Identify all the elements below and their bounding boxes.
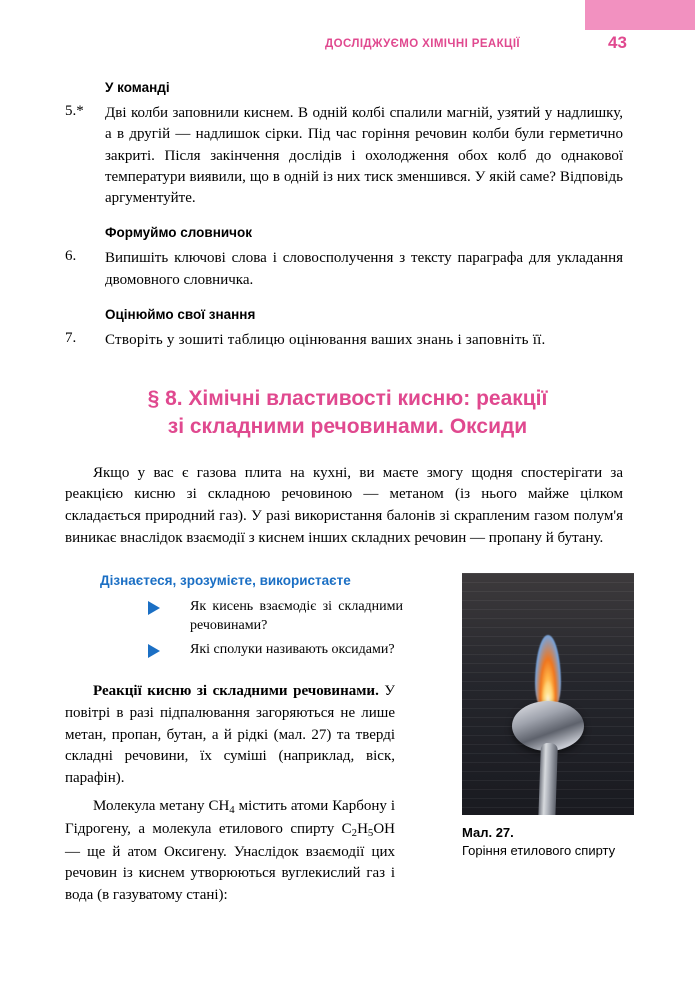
- exercise-text: Дві колби заповнили киснем. В одній колбі спалили магній, узятий у надлишку, а в другій — надлишок сірки. Під час горіння речовин колби були герметично закриті. Після закінчення дослідів і охолодження обох колб до однакової температури виявили, що в одній із них тиск зменшився. У якій саме? Відповідь аргументуйте.: [105, 105, 623, 207]
- learn-box-heading: Дізнаєтеся, зрозумієте, використаєте: [100, 573, 351, 589]
- figure-caption: [462, 824, 634, 858]
- page-number: 43: [608, 33, 627, 52]
- paragraph-title-line2: зі складними речовинами. Оксиди: [167, 415, 528, 439]
- section-heading-selfassess: Оцінюймо свої знання: [105, 307, 256, 323]
- exercise-text: Створіть у зошиті таблицю оцінювання ваших знань і заповніть її.: [105, 332, 546, 349]
- triangle-bullet-icon: [148, 601, 160, 615]
- page-header: [0, 33, 695, 65]
- exercise-number: 6.: [65, 248, 77, 265]
- body-text-column: [65, 681, 395, 906]
- paragraph-title-line1: § 8. Хімічні властивості кисню: реакції: [147, 387, 548, 411]
- section-heading-glossary: Формуймо словничок: [105, 225, 253, 241]
- figure-image: [462, 573, 634, 815]
- section-heading-team: У команді: [105, 80, 170, 95]
- formula-text-3: H: [357, 820, 368, 837]
- formula-sub-2: 2: [351, 826, 358, 839]
- page-content: [0, 80, 695, 913]
- lower-section: [0, 681, 695, 906]
- exercise-text: Випишіть ключові слова і словосполучення з тексту параграфа для укладання двомовного словничка.: [105, 250, 623, 288]
- formula-text-1: Молекула метану CH: [93, 798, 230, 815]
- list-item-label: Як кисень взаємодіє зі складними речовинами?: [190, 599, 403, 633]
- formula-text-2: містить атоми Карбону і Гідрогену, а молекула етилового спирту C: [65, 798, 395, 837]
- list-item: [148, 641, 403, 660]
- body-paragraph-2: [65, 796, 395, 906]
- figure-caption-text: Горіння етилового спирту: [462, 842, 616, 858]
- formula-text-4: OH — ще й атом Оксигену. Унаслідок взаємодії цих речовин із киснем утворюються вуглекислий газ і вода (в газуватому стані):: [65, 820, 395, 903]
- exercise-number: 7.: [65, 330, 77, 347]
- exercise-number: 5.*: [65, 103, 84, 119]
- exercise-item: [0, 248, 695, 291]
- page-corner-tab: [585, 0, 695, 30]
- body-paragraph-1: [65, 681, 395, 789]
- running-title: ДОСЛІДЖУЄМО ХІМІЧНІ РЕАКЦІЇ: [325, 38, 520, 50]
- exercise-item: [0, 103, 695, 209]
- exercise-item: [0, 330, 695, 351]
- body-paragraph-1-rest: У повітрі в разі підпалювання загоряються не лише метан, пропан, бутан, а й рідкі (мал. 27) та тверді складні речовини, їх суміші (наприклад, віск, парафін).: [65, 683, 395, 786]
- triangle-bullet-icon: [148, 644, 160, 658]
- formula-sub-1: 4: [229, 804, 235, 817]
- list-item-label: Які сполуки називають оксидами?: [190, 641, 395, 657]
- figure-27: [462, 573, 634, 858]
- paragraph-intro: Якщо у вас є газова плита на кухні, ви маєте змогу щодня спостерігати за реакцією кисню зі складною речовиною — метаном (із нього майже цілком складається природний газ). У разі використання балонів зі скрапленим газом полум'я виникає внаслідок взаємодії з киснем інших складних речовин — пропану й бутану.: [65, 464, 623, 546]
- figure-label: Мал. 27.: [462, 825, 514, 841]
- body-subhead: Реакції кисню зі складними речовинами.: [93, 683, 379, 700]
- paragraph-title: [0, 385, 695, 440]
- formula-sub-3: 5: [367, 826, 374, 839]
- list-item: [148, 598, 403, 636]
- spoon-handle-shape: [538, 743, 558, 815]
